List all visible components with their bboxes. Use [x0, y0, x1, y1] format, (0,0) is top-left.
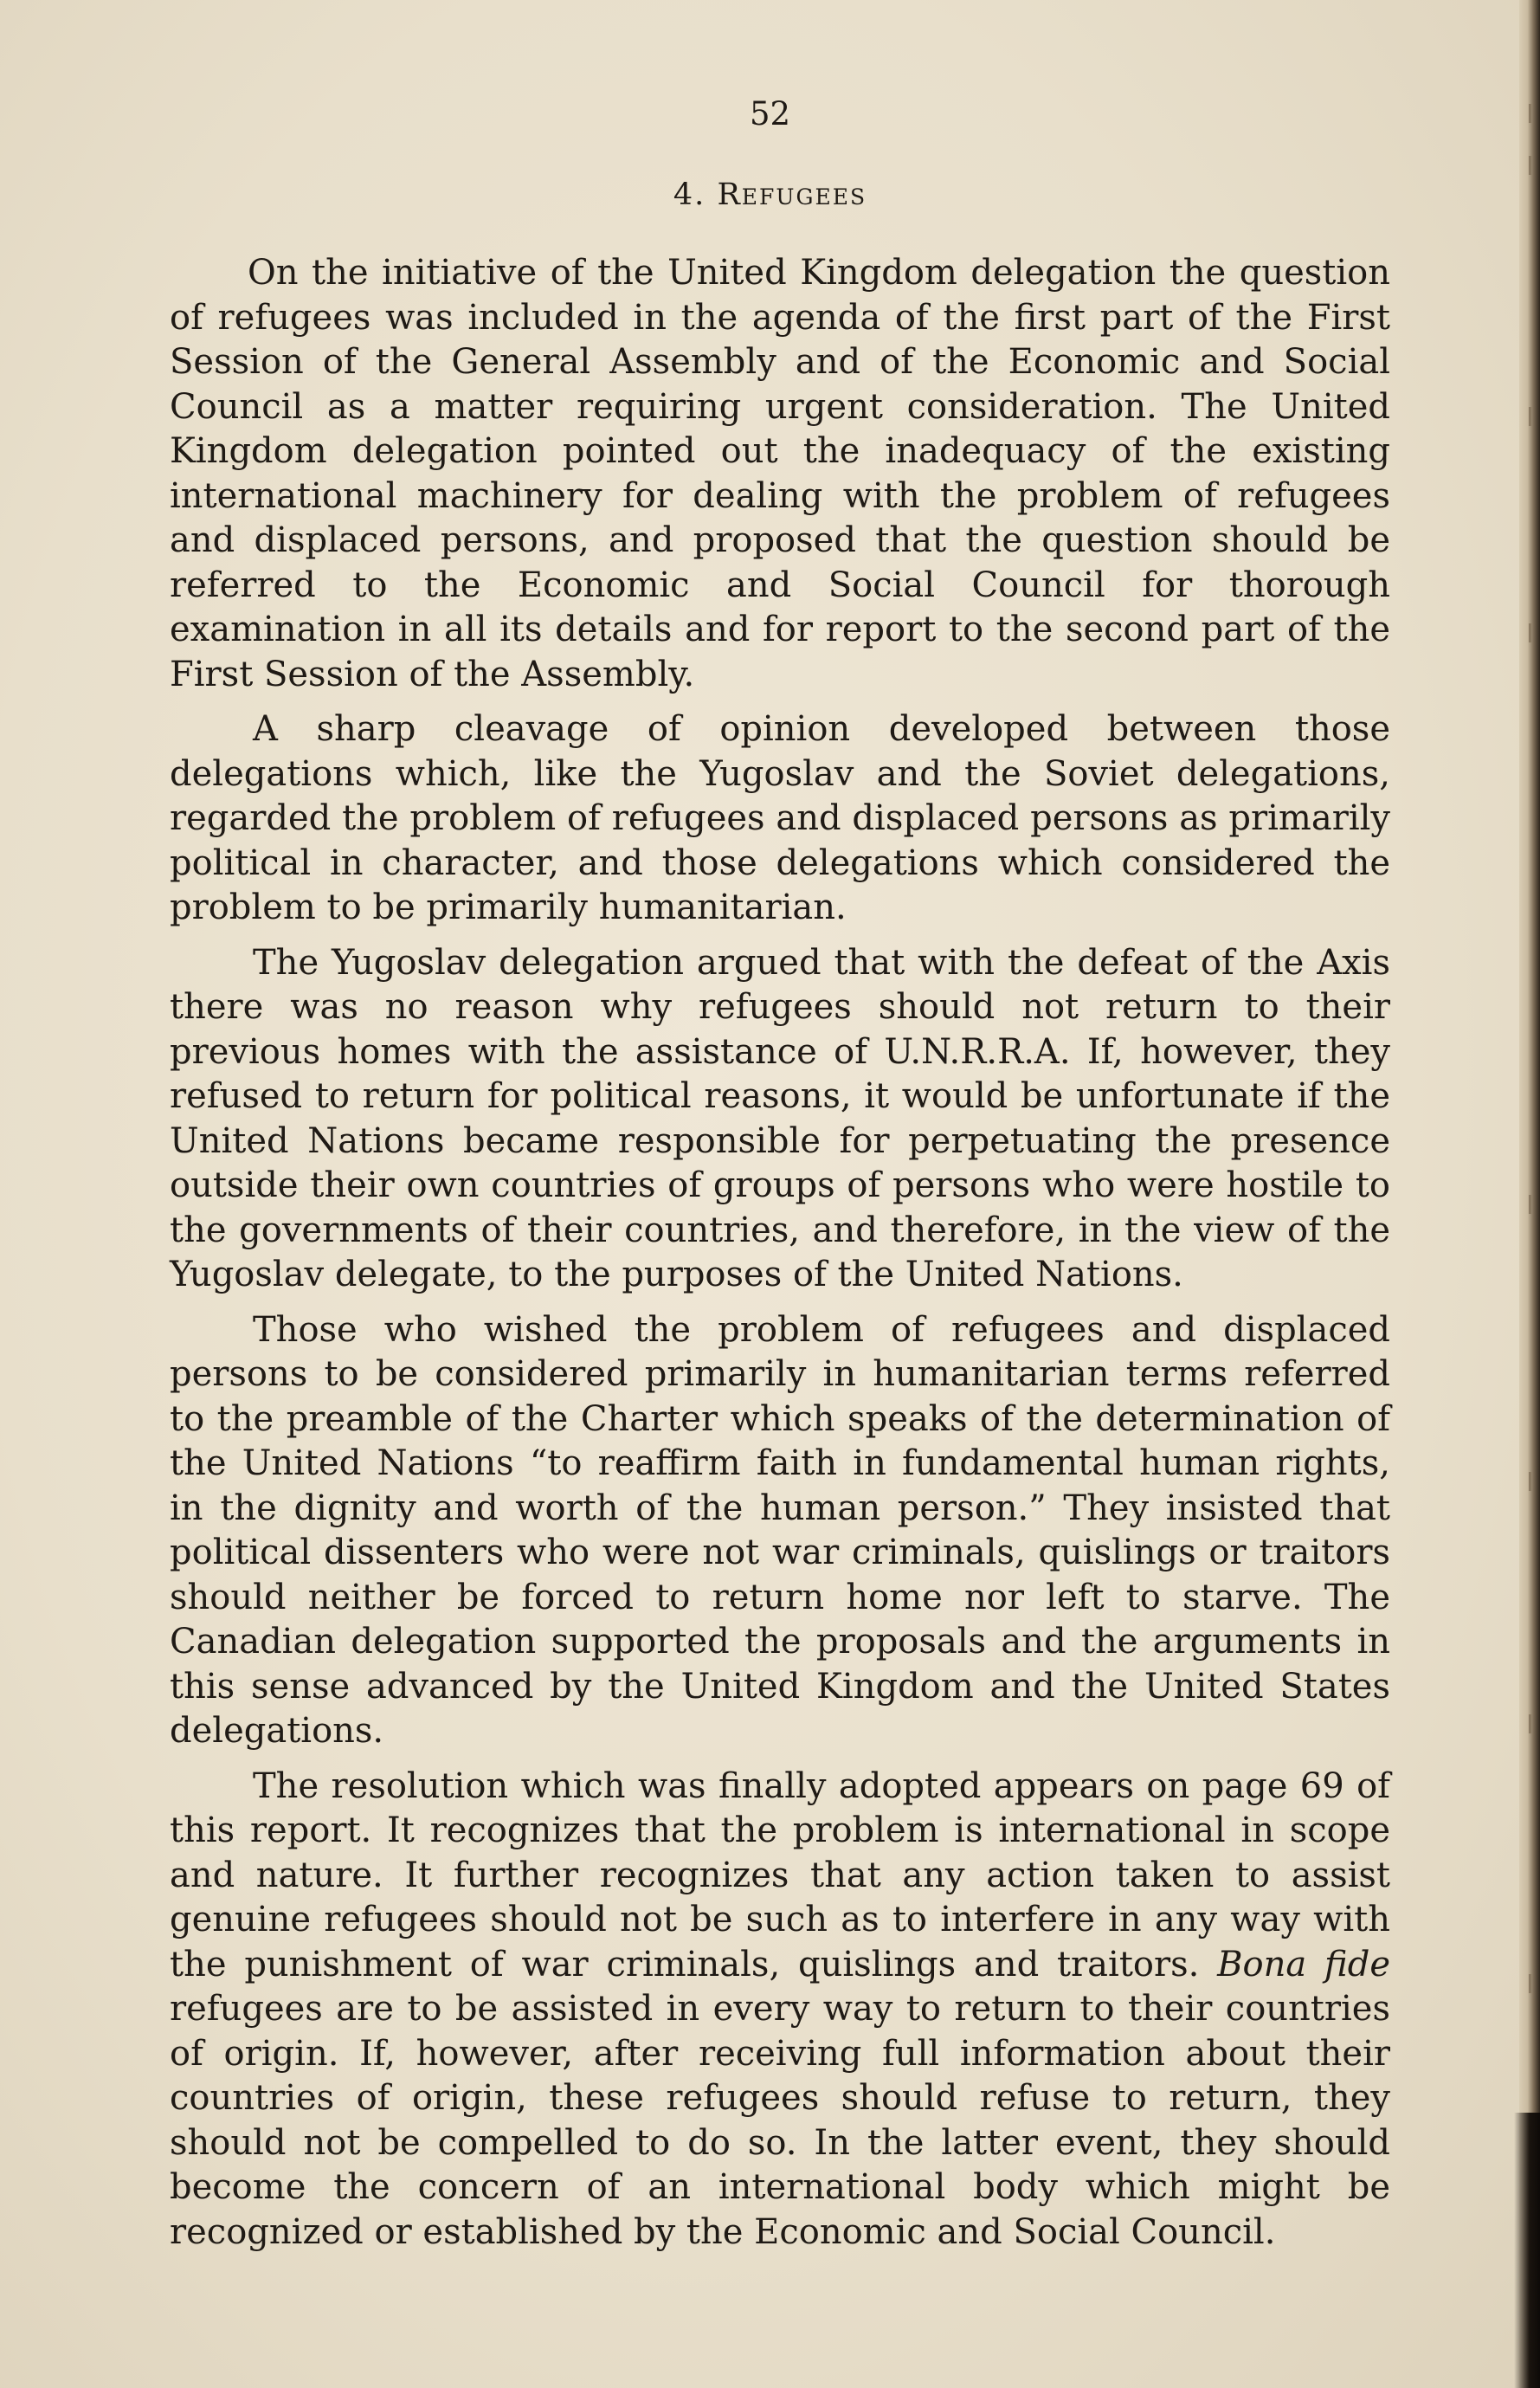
page-number: 52 — [749, 95, 791, 132]
section-heading — [0, 177, 1540, 212]
paragraph: A sharp cleavage of opinion developed between those delegations which, like the Yugoslav and the Soviet delegations, regarded the problem of refugees and displaced persons as primarily political in character, and those delegations which considered the problem to be primarily humanitarian. — [170, 709, 1390, 927]
paragraph-text: The resolution which was finally adopted appears on page 69 of this report. It recognizes that the problem is international in scope and nature. It further recognizes that any action taken to assist genuine refugees should not be such as to interfere in any way with the punishment of war criminals, quislings and traitors. — [170, 1765, 1390, 1985]
edge-mark — [1529, 623, 1531, 642]
paragraph: The Yugoslav delegation argued that with the defeat of the Axis there was no reason why refugees should not return to their previous homes with the assistance of U.N.R.R.A. If, however, they refused to return for political reasons, it would be unfortunate if the United Nations became responsible for perpetuating the presence outside their own countries of groups of persons who were hostile to the governments of their countries, and therefore, in the view of the Yugoslav delegate, to the purposes of the United Nations. — [170, 942, 1390, 1294]
binding-shadow — [1514, 2113, 1540, 2388]
paragraph: Those who wished the problem of refugees and displaced persons to be considered primarily in humanitarian terms referred to the preamble of the Charter which speaks of the determination of the United Nations “to reaffirm faith in fundamental human rights, in the dignity and worth of the human person.” They insisted that political dissenters who were not war criminals, quislings or traitors should neither be forced to return home nor left to starve. The Canadian delegation supported the proposals and the arguments in this sense advanced by the United Kingdom and the United States delegations. — [170, 1309, 1390, 1751]
paragraph: On the initiative of the United Kingdom delegation the question of refugees was included in the agenda of the first part of the First Session of the General Assembly and of the Economic and Social Council as a matter requiring urgent consideration. The United Kingdom delegation pointed out the inadequacy of the existing international machinery for dealing with the problem of refugees and displaced persons, and proposed that the question should be referred to the Economic and Social Council for thorough examination in all its details and for report to the second part of the First Session of the Assembly. — [170, 253, 1390, 694]
edge-mark — [1529, 1472, 1531, 1491]
body-text — [170, 251, 1390, 2265]
edge-mark — [1529, 407, 1531, 426]
edge-mark — [1529, 156, 1531, 175]
italic-phrase: Bona fide — [1217, 1944, 1390, 1985]
page-edge-shadow — [1519, 0, 1540, 2388]
edge-mark — [1529, 1974, 1531, 1993]
edge-mark — [1529, 1714, 1531, 1733]
section-number: 4. — [673, 177, 706, 212]
edge-mark — [1529, 1195, 1531, 1214]
paragraph-text: refugees are to be assisted in every way to return to their countries of origin. If, however, after receiving full information about their countries of origin, these refugees should refuse to return, they should not be compelled to do so. In the latter event, they should become the concern of an international body which might be recognized or established by the Economic and Social Council. — [170, 1989, 1390, 2252]
paragraph — [170, 1765, 1390, 2256]
section-title: Refugees — [717, 177, 867, 212]
